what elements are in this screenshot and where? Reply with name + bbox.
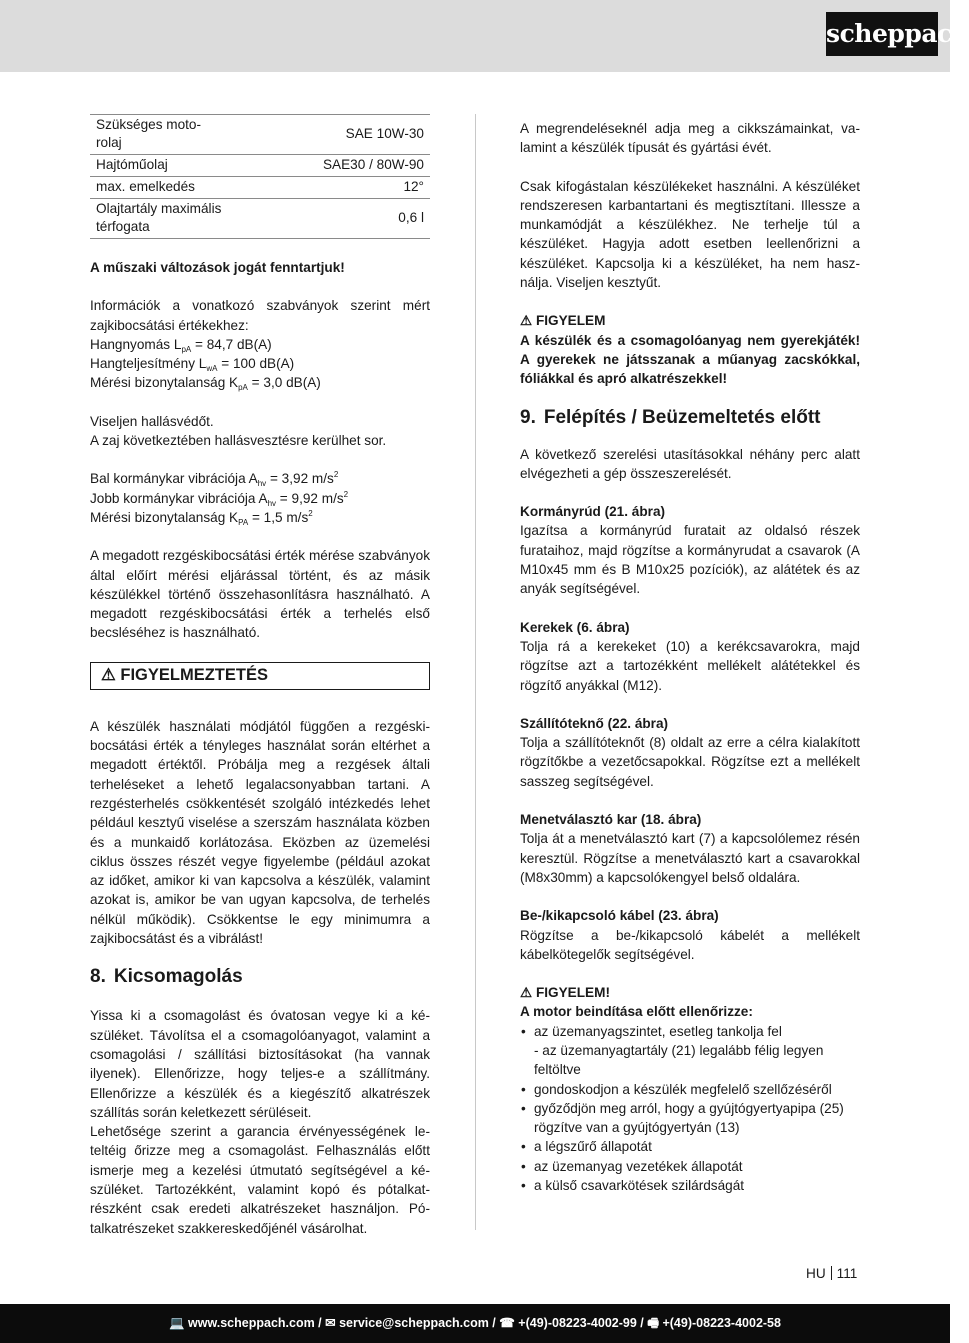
noise-value-line: Hangteljesítmény $L_{wA} = 100$ dB(A)	[90, 356, 295, 374]
spec-value: 0,6 l	[277, 199, 430, 239]
noise-value-line: Hangnyomás $L_{pA} = 84,7$ dB(A)	[90, 336, 272, 354]
step-text: Tolja át a menetválasztó kart (7) a kapcsolólemez résén keresztül. Rögzítse a menetválasztó kart a csavarokkal (M8x30mm) a kapcsolókengyel belső oldalára.	[520, 831, 860, 885]
page-number: HU 111	[806, 1266, 858, 1281]
column-divider	[475, 114, 476, 1230]
header-band	[0, 0, 950, 72]
checklist-item: • az üzemanyagszintet, esetleg tankolja fel	[520, 1022, 860, 1041]
noise-value-line: Mérési bizonytalanság $K_{pA} = 3,0$ dB(A)	[90, 375, 321, 393]
assembly-steps	[520, 483, 860, 964]
left-column	[90, 114, 430, 1238]
brand-logo: scheppach	[826, 12, 938, 56]
hearing-loss-note: A zaj következtében hallásvesztésre kerülhet sor.	[90, 433, 387, 449]
assembly-intro: A következő szerelési utasításokkal néhány perc alatt elvégezheti a gép összeszerelését.	[520, 446, 860, 481]
step-text: Rögzítse a be-/kikapcsoló kábelét a mellékelt kábelkötegelők segítségével.	[520, 927, 860, 962]
right-column	[520, 114, 860, 1195]
warning-box-title: ⚠ FIGYELMEZTETÉS	[90, 662, 430, 690]
spec-value: SAE30 / 80W-90	[277, 155, 430, 177]
vibration-values	[90, 469, 430, 527]
hearing-protection-note: Viseljen hallásvédőt.	[90, 413, 214, 429]
checklist-item: • az üzemanyag vezetékek állapotát	[520, 1157, 860, 1176]
step-title: Be-/kikapcsoló kábel (23. ábra)	[520, 908, 719, 924]
usage-paragraph: Csak kifogástalan készülékeket használni. A készüléket rendszeresen karbantartani és megtisztítani. Illessze a munkamódját a készülékhez. Ne terhelje túl a készüléket. Hagyja adott esetben leellenőrizni a készüléket. Kapcsolja ki a készüléket, ha nem használja. Viseljen kesztyűt.	[520, 178, 860, 291]
spec-label: Olajtartály maximális térfogata	[90, 199, 277, 239]
unpack-paragraph-1: Yissa ki a csomagolást és óvatosan vegye ki a készüléket. Távolítsa el a csomagolóanyagot, valamint a csomagolási / szállítási biztosításokat (ha vannak ilyenek). Ellenőrizze, hogy teljes-e a szállítmány. Ellenőrizze a készülék és a kiegészítő alkatrészek szállítás során keletkezett sérüléseit.	[90, 1008, 430, 1120]
section-9-heading: 9. Felépítés / Beüzemeltetés előtt	[520, 406, 821, 428]
step-title: Menetválasztó kar (18. ábra)	[520, 812, 702, 828]
footer-contact-bar: 💻 www.scheppach.com / ✉ service@scheppach.com / ☎ +(49)-08223-4002-99 / 🖷 +(49)-08223-4002-58	[0, 1304, 950, 1343]
checklist-item: • gondoskodjon a készülék megfelelő szellőzéséről	[520, 1080, 860, 1099]
vibration-paragraph: A megadott rezgéskibocsátási érték mérése szabványok által előírt mérési eljárással történt, és az másik készülékkel történő összehasonlításra használható. A megadott rezgéskibocsátási érték a terhelés első becsléséhez is használható.	[90, 548, 430, 641]
step-title: Kerekek (6. ábra)	[520, 619, 630, 635]
spec-label: max. emelkedés	[90, 177, 277, 199]
order-paragraph: A megrendeléseknél adja meg a cikkszámainkat, valamint a készülék típusát és gyártási évét.	[520, 121, 860, 156]
caution-title-2: ⚠ FIGYELEM!	[520, 985, 610, 1001]
spec-label: Hajtóműolaj	[90, 155, 277, 177]
caution-text-1: A készülék és a csomagolóanyag nem gyerekjáték! A gyerekek ne játsszanak a műanyag zacskókkal, fóliákkal és apró alkatrészekkel!	[520, 332, 860, 387]
step-text: Igazítsa a kormányrúd furatait az oldalsó részek furataihoz, majd rögzítse a kormányrudat a csavarok (A M10x45 mm és B M10x25 pozíciók), az alátétek és az anyák segítségével.	[520, 523, 860, 597]
vibration-value-line: Jobb kormánykar vibrációja $A_{hv} = 9,92$ $m/s^2$	[90, 489, 349, 508]
vibration-value-line: Mérési bizonytalanság $K_{PA} = 1,5$ $m/s^2$	[90, 508, 313, 527]
unpack-paragraph-2: Lehetősége szerint a garancia érvényességének leteltéig őrizze meg a csomagolást. Felhasználás előtt ismerje meg a kezelési útmutató segítségével a készüléket. Tartozékként, valamint kopó és pótalkatrészként csak eredeti alkatrészeket használjon. Pótalkatrészeket szakkereskedőjénél vásárolhat.	[90, 1124, 430, 1236]
step-text: Tolja a szállítóteknőt (8) oldalt az erre a célra kialakított rögzítőkbe a vezetőcsapokkal. Rögzítse ezt a mellékelt sasszeg segítségével.	[520, 735, 860, 789]
noise-values	[90, 335, 430, 393]
checklist-item: • a légszűrő állapotát	[520, 1137, 860, 1156]
noise-intro: Információk a vonatkozó szabványok szerint mért zajkibocsátási értékekhez:	[90, 298, 430, 333]
step-title: Szállítóteknő (22. ábra)	[520, 715, 669, 731]
spec-table	[90, 114, 430, 239]
caution-subtitle-2: A motor beindítása előtt ellenőrizze:	[520, 1004, 753, 1020]
checklist-item: • győződjön meg arról, hogy a gyújtógyertyapipa (25) rögzítve van a gyújtógyertyán (13)	[520, 1099, 860, 1138]
spec-label: Szükséges moto- rolaj	[90, 115, 277, 155]
spec-row	[90, 199, 430, 239]
pre-start-checklist	[520, 1022, 860, 1196]
warning-paragraph: A készülék használati módjától függően a rezgéskibocsátási érték a tényleges használat során eltérhet a megadott értéktől. Próbálja meg a rezgések általi terheléseket a lehető legalacsonyabban tartani. A rezgésterhelés csökkentését szolgáló intézkedés lehet például kesztyű viselése a szerszám használata közben és a munkaidő korlátozása. Eközben az üzemelési ciklus összes részét vegye figyelembe (például azokat az időket, amikor ki van kapcsolva a készülék, valamint azokat is, amikor be van ugyan kapcsolva, de terhelés nélkül működik). Csökkentse le egy minimumra a zajkibocsátást és a vibrálást!	[90, 718, 430, 947]
spec-value: 12°	[277, 177, 430, 199]
step-title: Kormányrúd (21. ábra)	[520, 504, 666, 520]
step-text: Tolja rá a kerekeket (10) a kerékcsavarokra, majd rögzítse azt a tartozékként mellékelt alátétekkel és rögzítő anyákkal (M12).	[520, 638, 860, 693]
section-8-heading: 8. Kicsomagolás	[90, 966, 243, 988]
vibration-value-line: Bal kormánykar vibrációja $A_{hv} = 3,92$ $m/s^2$	[90, 470, 339, 489]
caution-title-1: ⚠ FIGYELEM	[520, 313, 606, 329]
checklist-item: • a külső csavarkötések szilárdságát	[520, 1176, 860, 1195]
checklist-item: - az üzemanyagtartály (21) legalább félig legyen feltöltve	[534, 1042, 824, 1078]
spec-row	[90, 155, 430, 177]
spec-value: SAE 10W-30	[277, 115, 430, 155]
spec-row	[90, 177, 430, 199]
tech-changes-note: A műszaki változások jogát fenntartjuk!	[90, 260, 345, 275]
spec-row	[90, 115, 430, 155]
